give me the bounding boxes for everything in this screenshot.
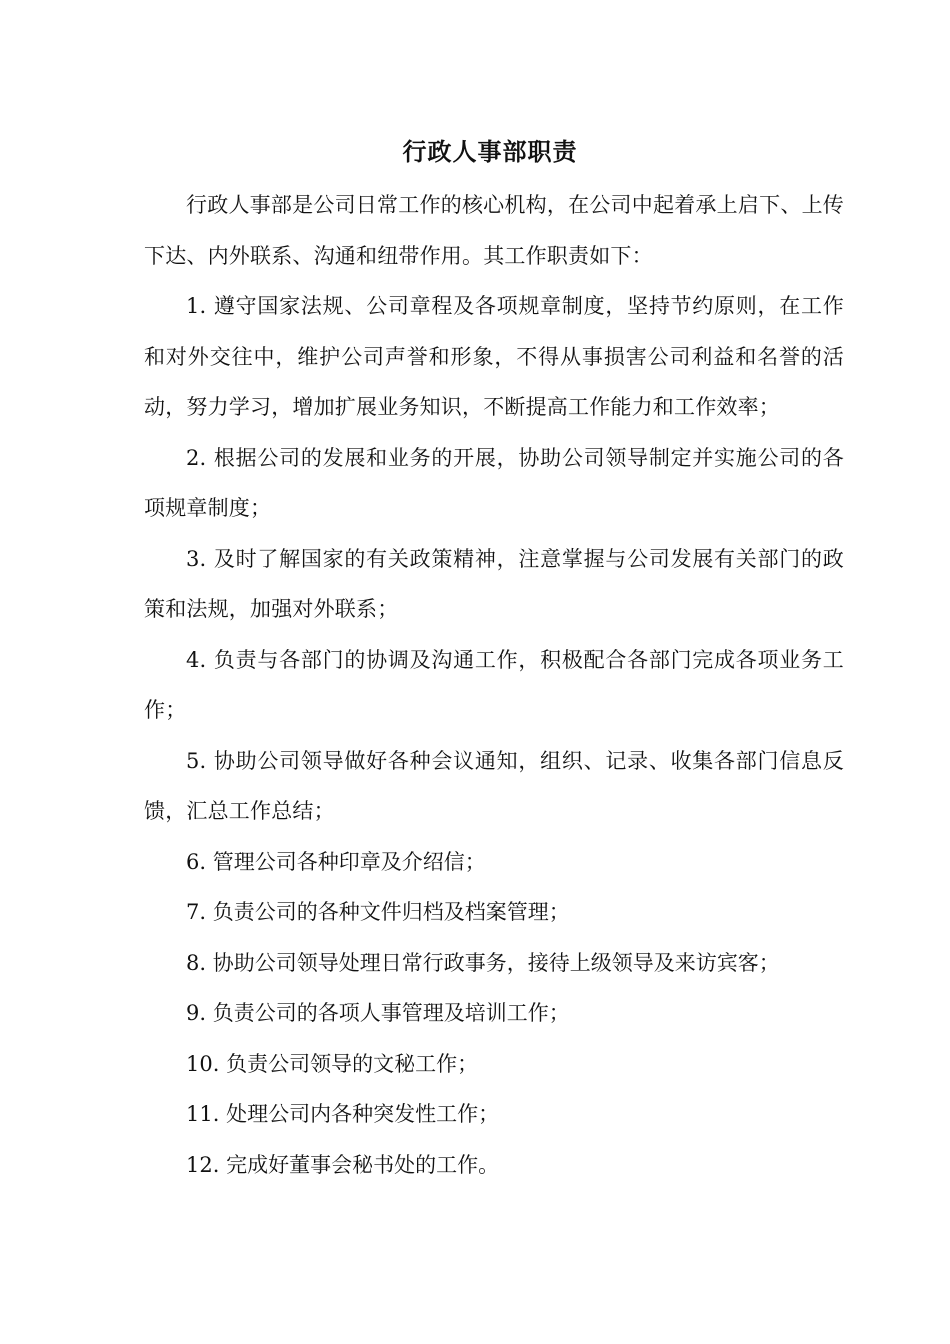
duty-item-3: 3. 及时了解国家的有关政策精神，注意掌握与公司发展有关部门的政策和法规，加强对外联系； (144, 546, 844, 621)
duty-item-7: 7. 负责公司的各种文件归档及档案管理； (186, 900, 570, 924)
duty-item-2: 2. 根据公司的发展和业务的开展，协助公司领导制定并实施公司的各项规章制度； (144, 445, 844, 520)
page-title: 行政人事部职责 (402, 137, 578, 166)
duty-item-12: 12. 完成好董事会秘书处的工作。 (186, 1152, 500, 1177)
duty-item-9: 9. 负责公司的各项人事管理及培训工作； (186, 1001, 570, 1025)
duty-item-1: 1. 遵守国家法规、公司章程及各项规章制度，坚持节约原则，在工作和对外交往中，维护公司声誉和形象，不得从事损害公司利益和名誉的活动，努力学习，增加扩展业务知识，不断提高工作能力和工作效率； (144, 294, 844, 419)
duty-item-10: 10. 负责公司领导的文秘工作； (186, 1051, 479, 1076)
duty-item-6: 6. 管理公司各种印章及介绍信； (186, 849, 486, 874)
duty-item-11: 11. 处理公司内各种突发性工作； (186, 1102, 500, 1126)
duty-item-8: 8. 协助公司领导处理日常行政事务，接待上级领导及来访宾客； (186, 950, 780, 975)
intro-paragraph: 行政人事部是公司日常工作的核心机构，在公司中起着承上启下、上传下达、内外联系、沟通和纽带作用。其工作职责如下： (144, 193, 844, 268)
document-body (144, 180, 844, 1190)
duty-item-5: 5. 协助公司领导做好各种会议通知，组织、记录、收集各部门信息反馈，汇总工作总结； (144, 748, 844, 823)
duty-item-4: 4. 负责与各部门的协调及沟通工作，积极配合各部门完成各项业务工作； (144, 647, 844, 722)
